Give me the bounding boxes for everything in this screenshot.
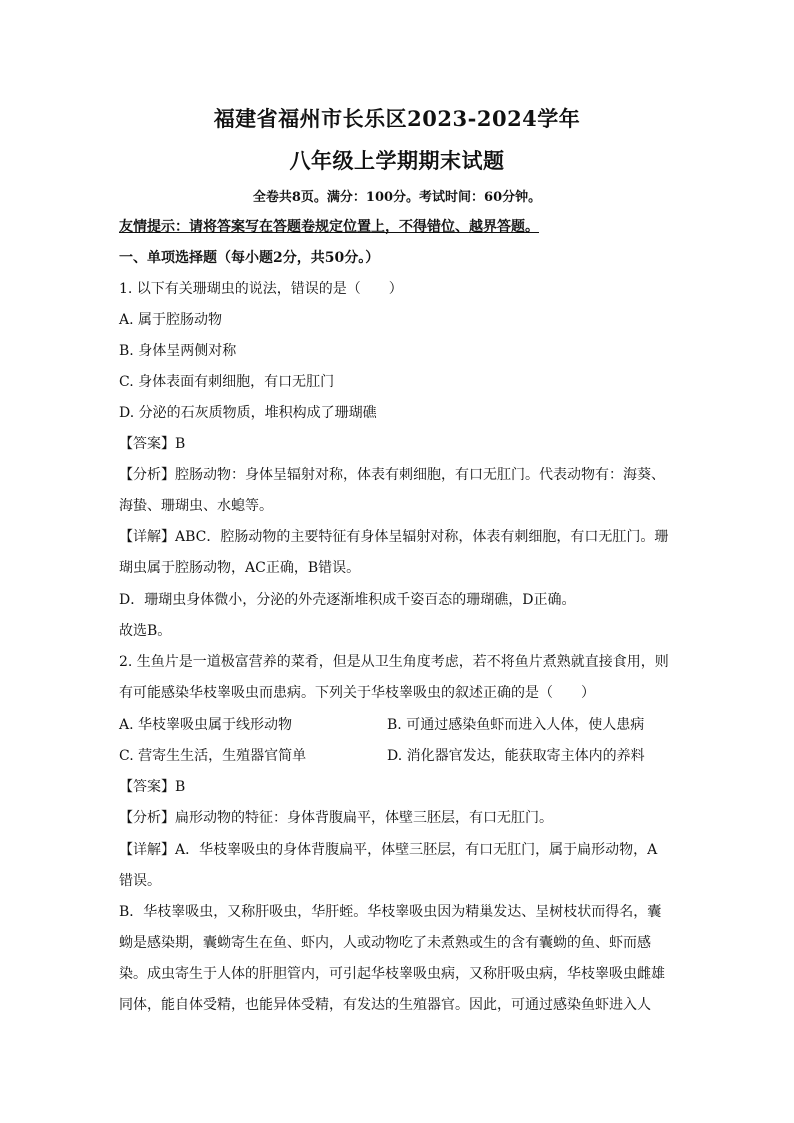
question-2-detail-line-5: 染。成虫寄生于人体的肝胆管内，可引起华枝睾吸虫病，又称肝吸虫病，华枝睾吸虫雌雄 xyxy=(119,966,665,982)
question-2-option-b: B. 可通过感染鱼虾而进入人体，使人患病 xyxy=(387,717,645,733)
question-1-conclusion: 故选B。 xyxy=(119,623,172,639)
question-2-answer: 【答案】B xyxy=(119,779,186,795)
question-1-option-c: C. 身体表面有刺细胞，有口无肛门 xyxy=(119,374,335,390)
question-1-analysis-line-2: 海蛰、珊瑚虫、水螅等。 xyxy=(119,498,273,514)
question-1-option-d: D. 分泌的石灰质物质，堆积构成了珊瑚礁 xyxy=(119,405,377,421)
question-2-option-a: A. 华枝睾吸虫属于线形动物 xyxy=(119,717,293,733)
page-subtitle: 八年级上学期期末试题 xyxy=(289,148,505,173)
question-2-options-row-2 xyxy=(119,746,679,766)
question-1-option-a: A. 属于腔肠动物 xyxy=(119,312,223,328)
question-1-detail-line-2: 瑚虫属于腔肠动物，AC正确，B错误。 xyxy=(119,560,361,576)
question-2-detail-line-6: 同体，能自体受精，也能异体受精，有发达的生殖器官。因此，可通过感染鱼虾进入人 xyxy=(119,997,651,1013)
question-2-option-c: C. 营寄生生活，生殖器官简单 xyxy=(119,748,307,764)
exam-info: 全卷共8页。满分：100分。考试时间：60分钟。 xyxy=(252,190,542,205)
question-1-detail-line-1: 【详解】ABC．腔肠动物的主要特征有身体呈辐射对称，体表有刺细胞，有口无肛门。珊 xyxy=(119,529,669,545)
question-1-stem: 1. 以下有关珊瑚虫的说法，错误的是（ ） xyxy=(119,281,403,297)
question-2-analysis: 【分析】扁形动物的特征：身体背腹扁平，体壁三胚层，有口无肛门。 xyxy=(119,810,553,826)
question-1-option-b: B. 身体呈两侧对称 xyxy=(119,343,237,359)
page-title: 福建省福州市长乐区2023-2024学年 xyxy=(213,106,581,131)
notice: 友情提示：请将答案写在答题卷规定位置上，不得错位、越界答题。 xyxy=(119,219,539,235)
question-2-stem-line-1: 2. 生鱼片是一道极富营养的菜肴，但是从卫生角度考虑，若不将鱼片煮熟就直接食用，则 xyxy=(119,654,669,670)
question-2-options-row-1 xyxy=(119,715,679,735)
question-1-detail-line-3: D．珊瑚虫身体微小，分泌的外壳逐渐堆积成千姿百态的珊瑚礁，D正确。 xyxy=(119,592,576,608)
question-2-detail-line-4: 蚴是感染期，囊蚴寄生在鱼、虾内，人或动物吃了未煮熟或生的含有囊蚴的鱼、虾而感 xyxy=(119,935,651,951)
question-2-detail-line-1: 【详解】A．华枝睾吸虫的身体背腹扁平，体壁三胚层，有口无肛门，属于扁形动物，A xyxy=(119,842,658,858)
question-1-answer: 【答案】B xyxy=(119,436,186,452)
section-heading: 一、单项选择题（每小题2分，共50分。） xyxy=(119,250,380,266)
question-2-detail-line-3: B．华枝睾吸虫，又称肝吸虫，华肝蛭。华枝睾吸虫因为精巢发达、呈树枝状而得名，囊 xyxy=(119,904,662,920)
question-2-detail-line-2: 错误。 xyxy=(119,873,161,889)
question-2-stem-line-2: 有可能感染华枝睾吸虫而患病。下列关于华枝睾吸虫的叙述正确的是（ ） xyxy=(119,685,595,701)
question-2-option-d: D. 消化器官发达，能获取寄主体内的养料 xyxy=(387,748,645,764)
question-1-analysis-line-1: 【分析】腔肠动物：身体呈辐射对称，体表有刺细胞，有口无肛门。代表动物有：海葵、 xyxy=(119,467,665,483)
